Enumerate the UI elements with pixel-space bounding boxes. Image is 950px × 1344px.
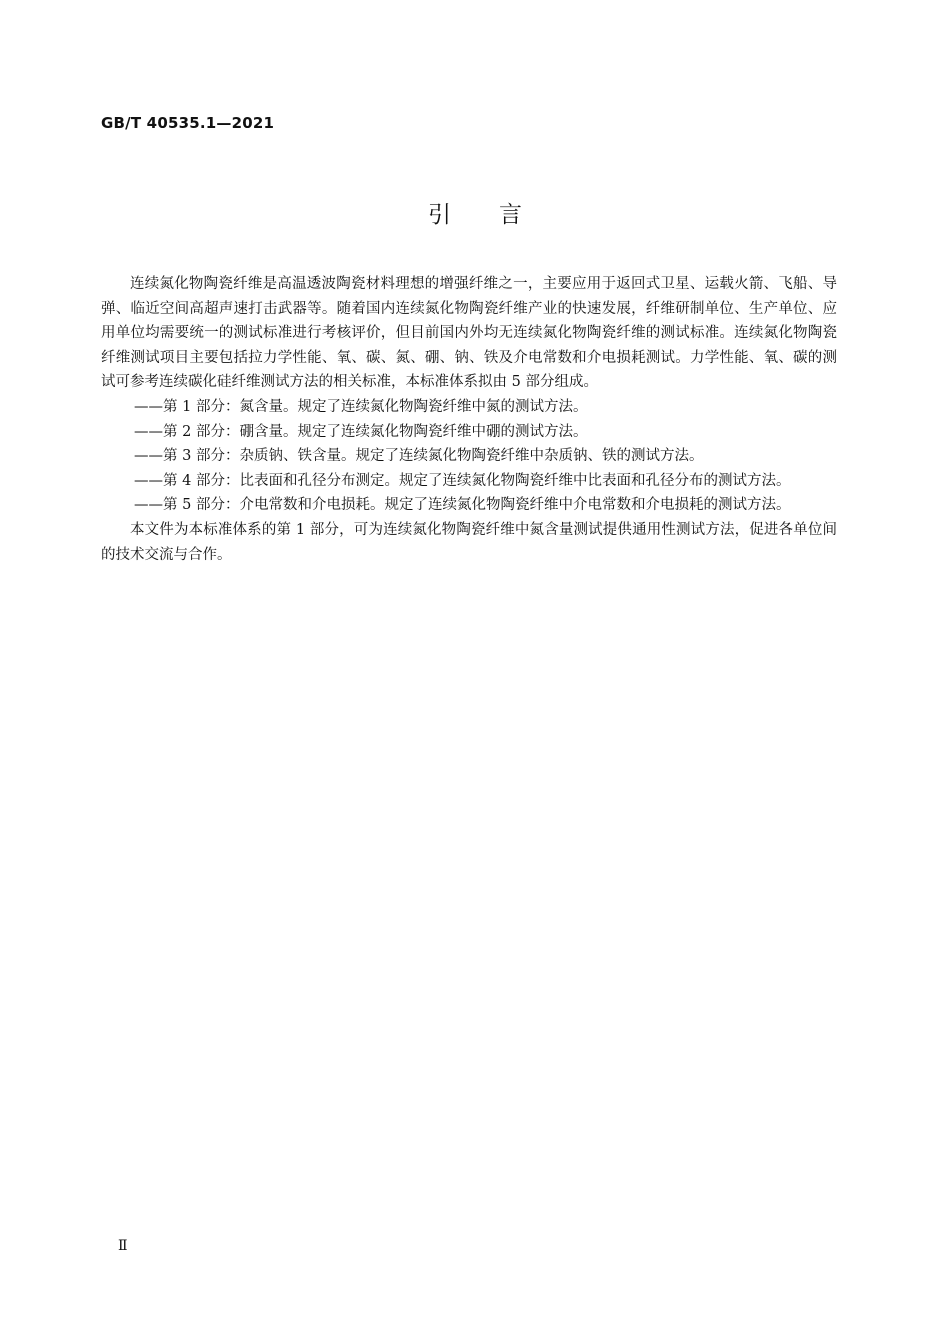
parts-list xyxy=(101,395,837,518)
list-item-part-3: ——第 3 部分：杂质钠、铁含量。规定了连续氮化物陶瓷纤维中杂质钠、铁的测试方法。 xyxy=(134,448,704,465)
document-body xyxy=(101,272,837,567)
list-item-part-2: ——第 2 部分：硼含量。规定了连续氮化物陶瓷纤维中硼的测试方法。 xyxy=(134,423,588,440)
list-item-part-4: ——第 4 部分：比表面和孔径分布测定。规定了连续氮化物陶瓷纤维中比表面和孔径分布的测试方法。 xyxy=(134,472,791,489)
section-title: 引言 xyxy=(428,202,570,228)
standard-code: GB/T 40535.1—2021 xyxy=(101,114,275,132)
list-item-part-1: ——第 1 部分：氮含量。规定了连续氮化物陶瓷纤维中氮的测试方法。 xyxy=(134,398,588,415)
page-number: Ⅱ xyxy=(118,1238,128,1254)
list-item-part-5: ——第 5 部分：介电常数和介电损耗。规定了连续氮化物陶瓷纤维中介电常数和介电损耗的测试方法。 xyxy=(134,497,791,514)
closing-paragraph: 本文件为本标准体系的第 1 部分，可为连续氮化物陶瓷纤维中氮含量测试提供通用性测试方法，促进各单位间的技术交流与合作。 xyxy=(101,521,837,563)
intro-paragraph: 连续氮化物陶瓷纤维是高温透波陶瓷材料理想的增强纤维之一，主要应用于返回式卫星、运载火箭、飞船、导弹、临近空间高超声速打击武器等。随着国内连续氮化物陶瓷纤维产业的快速发展，纤维研制单位、生产单位、应用单位均需要统一的测试标准进行考核评价，但目前国内外均无连续氮化物陶瓷纤维的测试标准。连续氮化物陶瓷纤维测试项目主要包括拉力学性能、氧、碳、氮、硼、钠、铁及介电常数和介电损耗测试。力学性能、氧、碳的测试可参考连续碳化硅纤维测试方法的相关标准，本标准体系拟由 5 部分组成。 xyxy=(101,276,837,391)
